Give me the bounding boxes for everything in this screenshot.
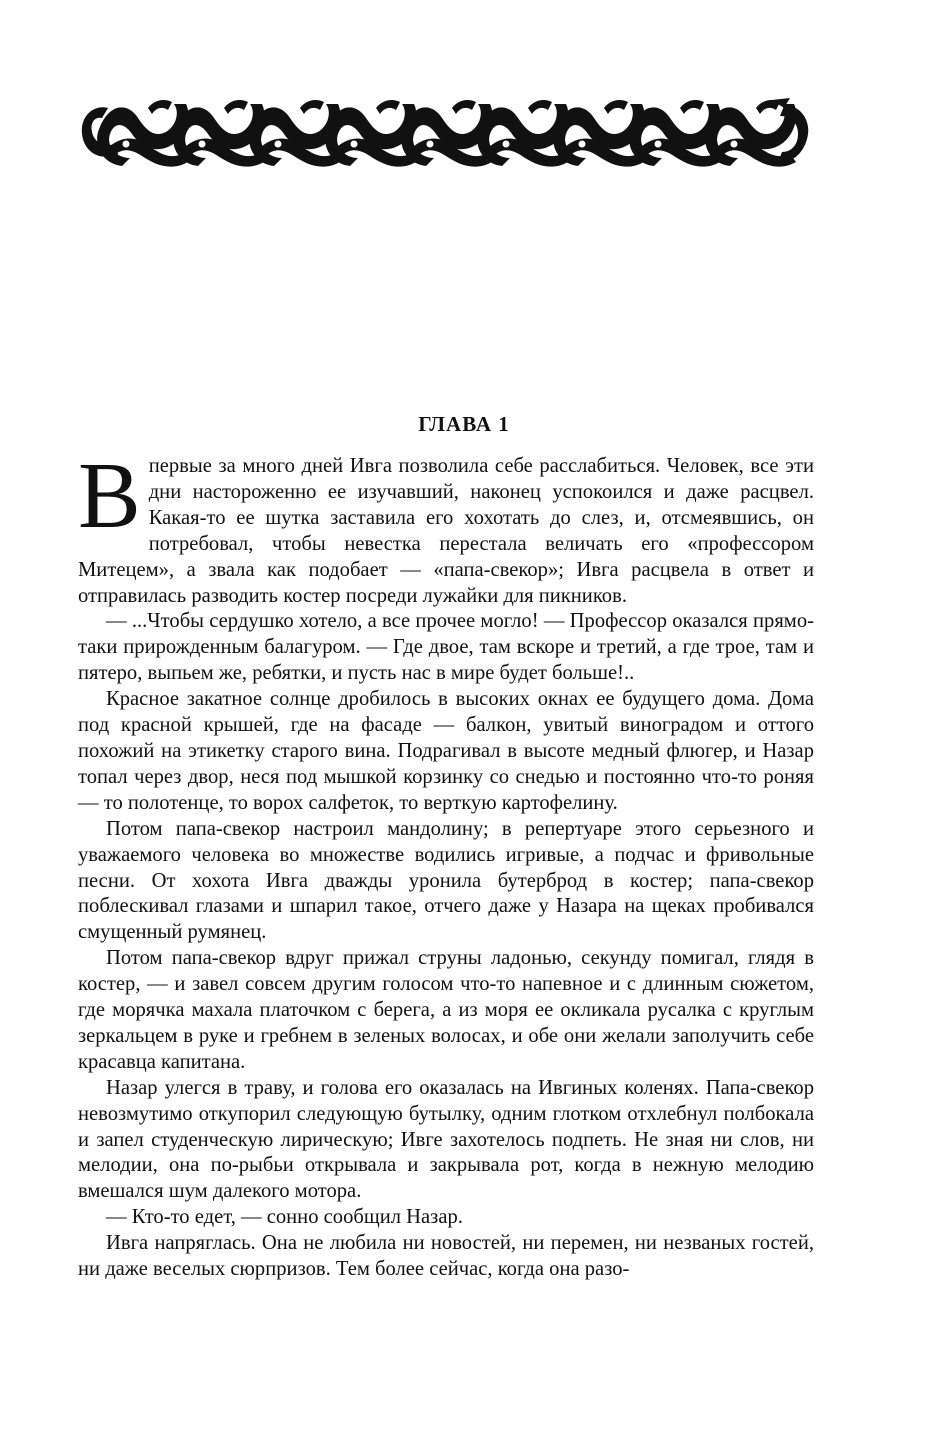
paragraph: Ивга напряглась. Она не любила ни новостей, ни перемен, ни незваных гостей, ни даже веселых сюрпризов. Тем более сейчас, когда она разо-	[78, 1232, 814, 1281]
chapter-title: ГЛАВА 1	[418, 412, 510, 436]
drop-cap: В	[78, 444, 141, 548]
paragraph: — Кто-то едет, — сонно сообщил Назар.	[106, 1206, 463, 1229]
paragraph: Красное закатное солнце дробилось в высоких окнах ее будущего дома. Дома под красной крышей, где на фасаде — балкон, увитый виноградом и оттого похожий на этикетку старого вина. Подрагивал в высоте медный флюгер, и Назар топал через двор, неся под мышкой корзинку со снедью и постоянно что-то роняя — то полотенце, то ворох салфеток, то верткую картофелину.	[78, 688, 814, 814]
paragraph: Потом папа-свекор настроил мандолину; в репертуаре этого серьезного и уважаемого человека во множестве водились игривые, а подчас и фривольные песни. От хохота Ивга дважды уронила бутерброд в костер; папа-свекор поблескивал глазами и шпарил такое, отчего даже у Назара на щеках пробивался смущенный румянец.	[78, 817, 814, 944]
chapter-text	[78, 444, 814, 1283]
paragraph: — ...Чтобы сердушко хотело, а все прочее могло! — Профессор оказался прямо-таки прирожденным балагуром. — Где двое, там вскоре и третий, а где трое, там и пятеро, выпьем же, ребятки, и пусть нас в мире будет больше!..	[78, 610, 814, 685]
paragraph: Впервые за много дней Ивга позволила себе расслабиться. Человек, все эти дни настороженно ее изучавший, наконец успокоился и даже расцвел. Какая-то ее шутка заставила его хохотать до слез, и, отсмеявшись, он потребовал, чтобы невестка перестала величать его «профессором Митецем», а звала как подобает — «папа-свекор»; Ивга расцвела в ответ и отправилась разводить костер посреди лужайки для пикников.	[78, 444, 814, 607]
celtic-knot-border-icon	[78, 94, 810, 170]
paragraph: Потом папа-свекор вдруг прижал струны ладонью, секунду помигал, глядя в костер, — и завел совсем другим голосом что-то напевное и с длинным сюжетом, где морячка махала платочком с берега, а из моря ее окликала русалка с круглым зеркальцем в руке и гребнем в зеленых волосах, и обе они желали заполучить себе красавца капитана.	[78, 947, 814, 1073]
paragraph: Назар улегся в траву, и голова его оказалась на Ивгиных коленях. Папа-свекор невозмутимо откупорил следующую бутылку, одним глотком отхлебнул полбокала и запел студенческую лирическую; Ивге захотелось подпеть. Не зная ни слов, ни мелодии, она по-рыбьи открывала и закрывала рот, когда в нежную мелодию вмешался шум далекого мотора.	[78, 1076, 814, 1203]
